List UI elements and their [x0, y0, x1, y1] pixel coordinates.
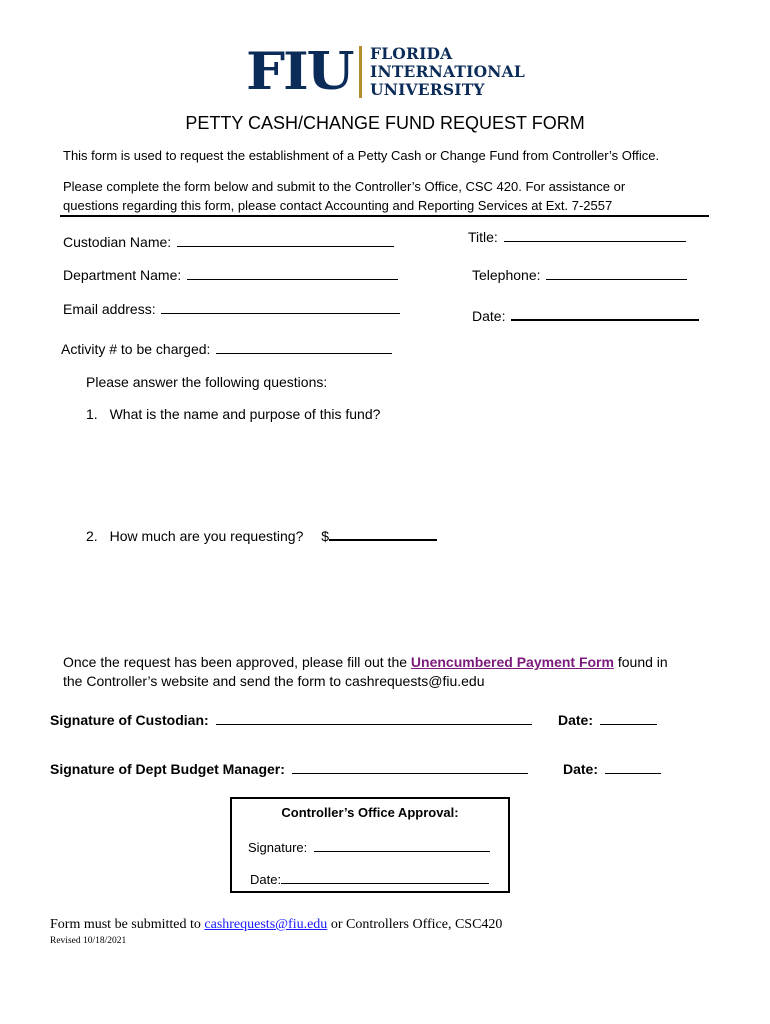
- form-title: PETTY CASH/CHANGE FUND REQUEST FORM: [185, 113, 585, 133]
- controller-signature-line[interactable]: [314, 838, 490, 852]
- title-field[interactable]: [468, 228, 686, 245]
- approval-note-after-link: found in: [617, 654, 668, 670]
- footer-before-link: Form must be submitted to: [50, 917, 201, 932]
- custodian-name-field[interactable]: [63, 233, 394, 250]
- custodian-date-field[interactable]: [558, 711, 657, 728]
- question-2-text: How much are you requesting?: [109, 528, 304, 544]
- question-1-text: What is the name and purpose of this fund?: [109, 406, 381, 422]
- logo-mark: FIU: [246, 42, 353, 102]
- date-label: Date:: [472, 308, 506, 324]
- department-name-label: Department Name:: [63, 267, 182, 283]
- budget-manager-signature-field[interactable]: [50, 760, 528, 777]
- unencumbered-payment-form-link[interactable]: Unencumbered Payment Form: [410, 654, 614, 670]
- budget-manager-date-line[interactable]: [605, 760, 661, 774]
- department-name-line[interactable]: [187, 266, 398, 280]
- custodian-name-label: Custodian Name:: [63, 234, 172, 250]
- logo-divider: [359, 46, 362, 98]
- budget-manager-signature-label: Signature of Dept Budget Manager:: [50, 761, 285, 777]
- footer-note: [50, 917, 502, 933]
- controller-date-label: Date:: [250, 872, 282, 887]
- department-name-field[interactable]: [63, 266, 398, 283]
- revision-date: Revised 10/18/2021: [50, 936, 127, 946]
- controller-signature-label: Signature:: [248, 840, 308, 855]
- date-line[interactable]: [511, 306, 699, 321]
- activity-line[interactable]: [216, 340, 392, 354]
- controller-signature-field[interactable]: [248, 838, 490, 855]
- title-line[interactable]: [504, 228, 686, 242]
- custodian-signature-line[interactable]: [216, 711, 532, 725]
- footer-email-link[interactable]: cashrequests@fiu.edu: [204, 917, 328, 932]
- title-label: Title:: [468, 229, 498, 245]
- question-1: [86, 406, 380, 422]
- amount-line[interactable]: [329, 526, 437, 541]
- currency-symbol: $: [321, 528, 330, 544]
- controller-date-line[interactable]: [281, 870, 489, 884]
- custodian-signature-field[interactable]: [50, 711, 532, 728]
- logo-wordmark: [370, 45, 525, 99]
- telephone-line[interactable]: [546, 266, 687, 280]
- approval-note-before-link: Once the request has been approved, please fill out the: [63, 654, 408, 670]
- intro-line-2: Please complete the form below and submit to the Controller’s Office, CSC 420. For assistance or: [63, 179, 626, 194]
- intro-line-3: questions regarding this form, please contact Accounting and Reporting Services at Ext. 7-2557: [63, 198, 613, 213]
- controller-date-field[interactable]: [250, 870, 489, 887]
- custodian-name-line[interactable]: [177, 233, 394, 247]
- question-2-number: 2.: [86, 528, 98, 544]
- intro-line-1: This form is used to request the establishment of a Petty Cash or Change Fund from Controller’s Office.: [63, 148, 660, 163]
- fiu-logo: [246, 44, 526, 100]
- budget-manager-signature-line[interactable]: [292, 760, 528, 774]
- custodian-date-label: Date:: [558, 712, 594, 728]
- email-line[interactable]: [161, 300, 400, 314]
- date-field[interactable]: [472, 306, 699, 324]
- questions-prompt: Please answer the following questions:: [86, 374, 328, 390]
- budget-manager-date-label: Date:: [563, 761, 599, 777]
- custodian-signature-label: Signature of Custodian:: [50, 712, 209, 728]
- approval-note-line-2: the Controller’s website and send the form to cashrequests@fiu.edu: [63, 673, 485, 689]
- telephone-label: Telephone:: [472, 267, 541, 283]
- activity-label: Activity # to be charged:: [61, 341, 211, 357]
- activity-field[interactable]: [61, 340, 392, 357]
- header-divider: [60, 215, 709, 217]
- controller-approval-box: [230, 797, 510, 893]
- question-2[interactable]: [86, 526, 437, 544]
- logo-line-2: INTERNATIONAL: [370, 62, 525, 81]
- controller-approval-heading: Controller’s Office Approval:: [281, 805, 459, 820]
- logo-line-3: UNIVERSITY: [370, 80, 485, 99]
- budget-manager-date-field[interactable]: [563, 760, 661, 777]
- email-field[interactable]: [63, 300, 400, 317]
- logo-line-1: FLORIDA: [370, 44, 453, 63]
- email-label: Email address:: [63, 301, 156, 317]
- custodian-date-line[interactable]: [600, 711, 657, 725]
- footer-after-link: or Controllers Office, CSC420: [330, 917, 503, 932]
- approval-note-line-1: [63, 654, 668, 670]
- telephone-field[interactable]: [472, 266, 687, 283]
- question-1-number: 1.: [86, 406, 98, 422]
